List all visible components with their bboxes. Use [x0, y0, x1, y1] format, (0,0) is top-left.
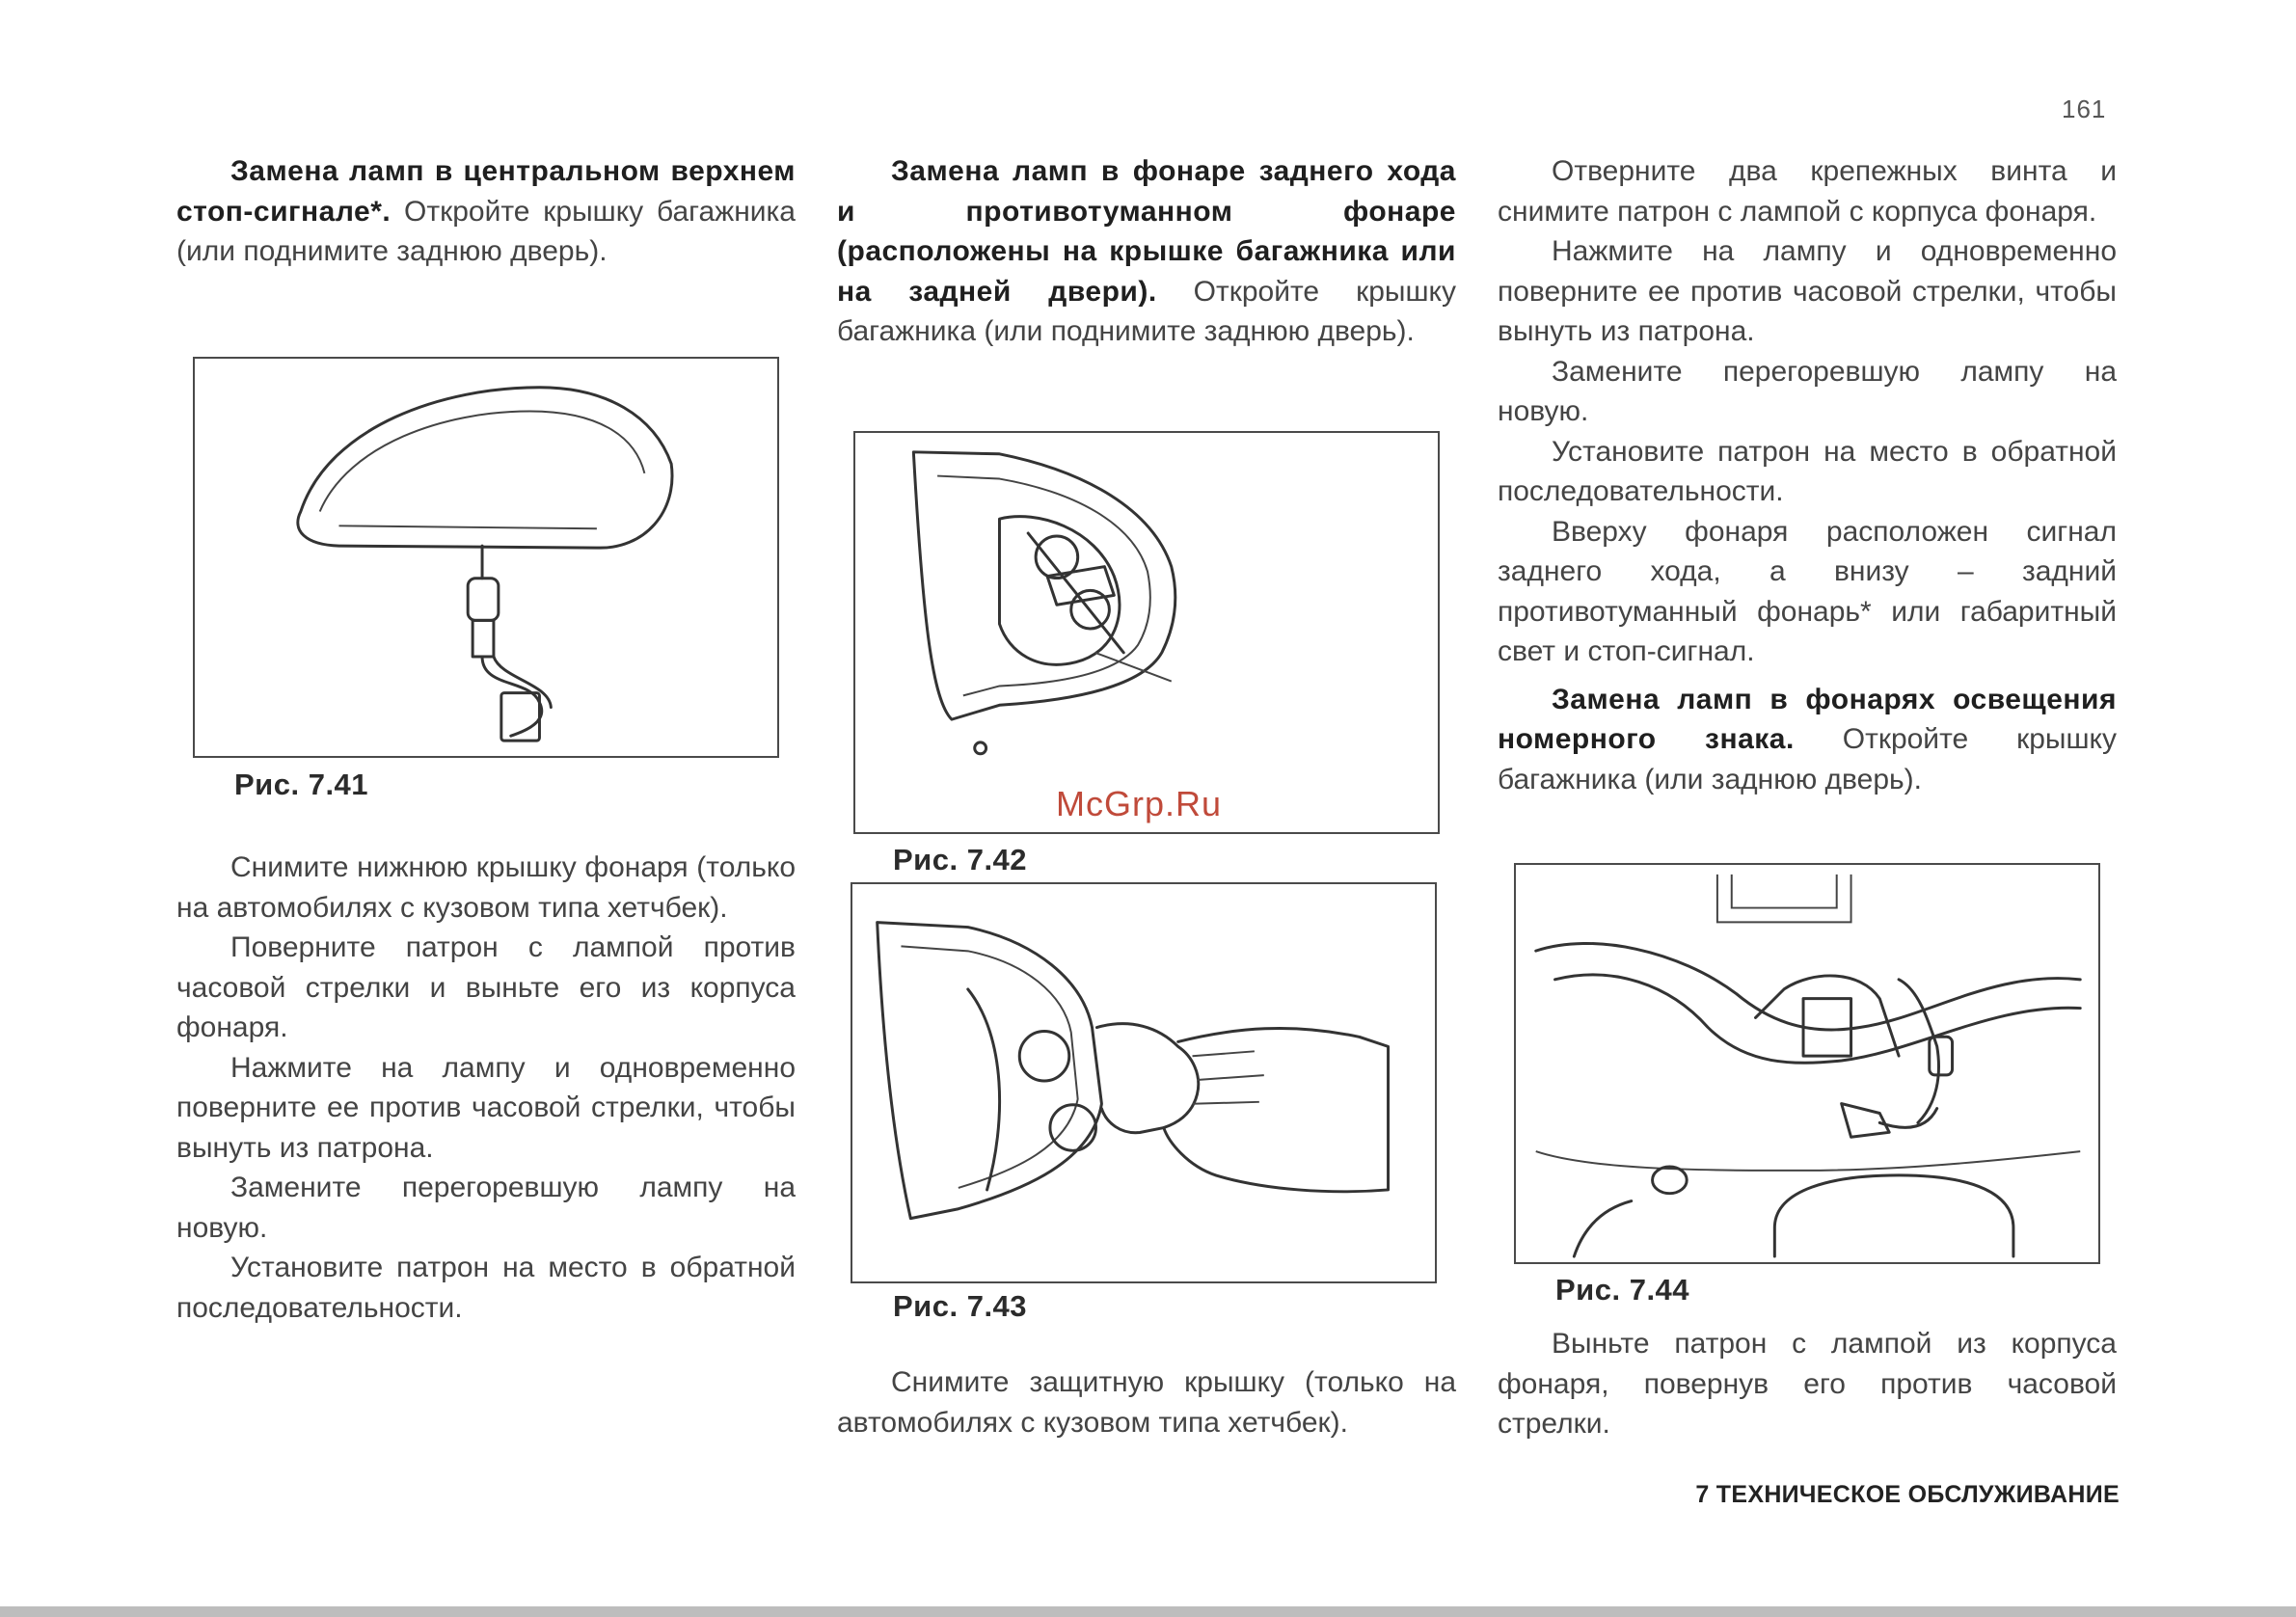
column-2-lower — [837, 1362, 1456, 1442]
figure-caption-7-41: Рис. 7.41 — [234, 768, 369, 801]
page-number: 161 — [2062, 94, 2107, 123]
figure-caption-7-43: Рис. 7.43 — [893, 1289, 1028, 1323]
paragraph: Выньте патрон с лампой из корпуса фонаря, повернув его против часовой стрелки. — [1498, 1328, 2117, 1440]
watermark: McGrp.Ru — [1056, 784, 1223, 823]
section-intro: Откройте крышку багажника (или поднимите заднюю дверь). — [176, 195, 796, 267]
section-heading: Замена ламп в фонаре заднего хода и противотуманном фонаре (расположены на крышке багажника или на задней двери). — [837, 155, 1456, 308]
column-1 — [176, 151, 796, 272]
paragraph: Замените перегоревшую лампу на новую. — [1498, 355, 2117, 427]
paragraph: Вверху фонаря расположен сигнал заднего хода, а внизу – задний противотуманный фонарь* или габаритный свет и стоп-сигнал. — [1498, 515, 2117, 667]
paragraph: Установите патрон на место в обратной последовательности. — [1498, 435, 2117, 507]
section-heading: Замена ламп в фонарях освещения номерного знака. — [1498, 683, 2117, 755]
figure-caption-7-42: Рис. 7.42 — [893, 843, 1028, 876]
paragraph: Снимите защитную крышку (только на автомобилях с кузовом типа хетчбек). — [837, 1366, 1456, 1439]
column-1-lower — [176, 848, 796, 1328]
section-intro: Откройте крышку багажника (или заднюю дверь). — [1498, 723, 2117, 795]
paragraph: Снимите нижнюю крышку фонаря (только на автомобилях с кузовом типа хетчбек). — [176, 851, 796, 924]
bottom-edge — [0, 1606, 2296, 1617]
figure-7-44 — [1514, 863, 2100, 1264]
figure-7-43 — [851, 882, 1437, 1283]
section-heading: Замена ламп в центральном верхнем стоп-сигнале*. — [176, 155, 796, 228]
paragraph: Установите патрон на место в обратной последовательности. — [176, 1252, 796, 1324]
paragraph: Отверните два крепежных винта и снимите патрон с лампой с корпуса фонаря. — [1498, 155, 2117, 228]
paragraph: Замените перегоревшую лампу на новую. — [176, 1172, 796, 1244]
column-3 — [1498, 151, 2117, 799]
paragraph: Поверните патрон с лампой против часовой стрелки и выньте его из корпуса фонаря. — [176, 931, 796, 1043]
paragraph: Нажмите на лампу и одновременно поверните ее против часовой стрелки, чтобы вынуть из патрона. — [176, 1051, 796, 1164]
brake-light-illustration — [195, 359, 777, 756]
section-footer: 7 ТЕХНИЧЕСКОЕ ОБСЛУЖИВАНИЕ — [1695, 1481, 2120, 1508]
section-heading-paragraph — [837, 151, 1456, 352]
section-intro: Откройте крышку багажника (или поднимите заднюю дверь). — [837, 275, 1456, 347]
license-plate-light-illustration — [1516, 865, 2098, 1262]
rear-lamp-hand-illustration — [852, 884, 1435, 1281]
figure-7-41 — [193, 357, 779, 758]
column-2 — [837, 151, 1456, 352]
paragraph: Нажмите на лампу и одновременно поверните ее против часовой стрелки, чтобы вынуть из патрона. — [1498, 235, 2117, 347]
column-3-lower — [1498, 1324, 2117, 1444]
figure-7-42 — [853, 431, 1440, 834]
section-heading-paragraph — [1498, 680, 2117, 800]
rear-lamp-illustration — [855, 433, 1438, 832]
figure-caption-7-44: Рис. 7.44 — [1555, 1273, 1690, 1307]
section-heading-paragraph — [176, 151, 796, 272]
